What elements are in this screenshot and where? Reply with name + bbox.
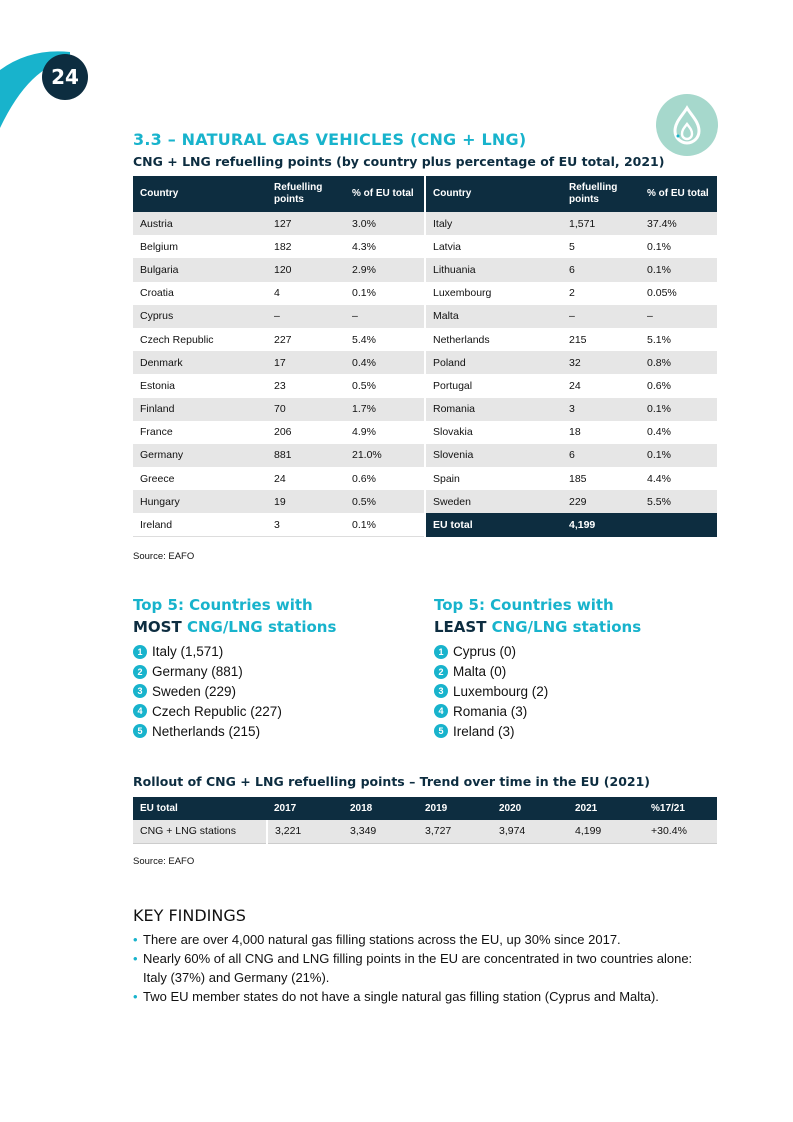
- country-cell: France: [140, 426, 173, 439]
- points-cell: 3: [562, 398, 640, 421]
- ranking-item: [434, 721, 641, 741]
- trend-value: +30.4%: [644, 820, 717, 843]
- share-cell: 4.3%: [345, 235, 425, 258]
- share-cell: 0.05%: [647, 287, 677, 300]
- ranking-item-text: Netherlands (215): [152, 723, 261, 739]
- points-cell: 70: [267, 398, 345, 421]
- top5-most-box: [133, 594, 336, 741]
- ranking-item-text: Sweden (229): [152, 683, 237, 699]
- points-cell: 127: [267, 212, 345, 235]
- points-cell: 17: [267, 351, 345, 374]
- share-cell: –: [345, 305, 425, 328]
- share-cell: 37.4%: [640, 212, 717, 235]
- rank-number-icon: 3: [434, 684, 448, 698]
- table-row: [133, 258, 717, 281]
- table-row: [133, 212, 717, 235]
- column-header: EU total: [133, 797, 267, 820]
- table-header-row: [133, 176, 717, 212]
- top5-most-heading: Top 5: Countries with: [133, 596, 313, 614]
- share-cell: 4.9%: [345, 421, 425, 444]
- share-cell: 0.8%: [640, 351, 717, 374]
- points-cell: 227: [274, 333, 292, 346]
- key-finding: [133, 930, 713, 949]
- points-cell: 182: [274, 240, 292, 253]
- table-row: [133, 305, 717, 328]
- country-cell: Netherlands: [433, 333, 490, 346]
- table-row: [133, 490, 717, 513]
- column-header: 2021: [568, 797, 644, 820]
- trend-header-row: [133, 797, 717, 820]
- column-header: Country: [425, 176, 562, 212]
- ranking-item: [133, 662, 336, 682]
- points-cell: –: [562, 305, 640, 328]
- country-cell: Luxembourg: [433, 287, 492, 300]
- points-cell: 6: [562, 444, 640, 467]
- country-cell: Slovenia: [425, 444, 562, 467]
- top5-least-heading: Top 5: Countries with: [434, 596, 614, 614]
- points-cell: 19: [267, 490, 345, 513]
- ranking-item: [133, 682, 336, 702]
- ranking-item-text: Luxembourg (2): [453, 683, 549, 699]
- bullet-icon: •: [133, 951, 138, 966]
- bullet-icon: •: [133, 932, 138, 947]
- row-label: CNG + LNG stations: [133, 820, 267, 843]
- points-cell: 229: [562, 490, 640, 513]
- share-cell: 0.4%: [345, 351, 425, 374]
- top5-most-list: [133, 642, 336, 741]
- ranking-item: [434, 682, 641, 702]
- country-cell: Romania: [425, 398, 562, 421]
- rank-number-icon: 4: [434, 704, 448, 718]
- country-cell: Sweden: [425, 490, 562, 513]
- points-cell: 1,571: [562, 212, 640, 235]
- points-cell: 120: [267, 258, 345, 281]
- column-header: %17/21: [644, 797, 717, 820]
- rank-number-icon: 4: [133, 704, 147, 718]
- share-cell: 0.4%: [647, 426, 671, 439]
- table-row: [133, 351, 717, 374]
- ranking-item: [434, 701, 641, 721]
- ranking-item: [133, 642, 336, 662]
- rank-number-icon: 5: [434, 724, 448, 738]
- column-header: Refuelling points: [267, 176, 345, 212]
- key-finding-text: Nearly 60% of all CNG and LNG filling points in the EU are concentrated in two countries alone: Italy (37%) and Germany (21%).: [143, 951, 693, 985]
- ranking-item-text: Czech Republic (227): [152, 703, 282, 719]
- eu-total-cell: [640, 513, 717, 536]
- table-row: [133, 513, 717, 536]
- share-cell: 0.6%: [345, 467, 425, 490]
- ranking-item: [434, 662, 641, 682]
- rank-number-icon: 3: [133, 684, 147, 698]
- rank-number-icon: 1: [434, 645, 448, 659]
- column-header: % of EU total: [640, 176, 717, 212]
- points-cell: 206: [274, 426, 292, 439]
- points-cell: 4: [274, 287, 280, 300]
- table-row: [133, 328, 717, 351]
- country-cell: Croatia: [140, 287, 174, 300]
- share-cell: 0.1%: [640, 398, 717, 421]
- share-cell: 0.6%: [647, 379, 671, 392]
- ranking-item: [133, 701, 336, 721]
- share-cell: 3.0%: [345, 212, 425, 235]
- share-cell: 2.9%: [345, 258, 425, 281]
- points-cell: 5: [569, 240, 575, 253]
- points-cell: 23: [274, 379, 286, 392]
- points-cell: 24: [569, 379, 581, 392]
- trend-value: 4,199: [568, 820, 644, 843]
- rank-number-icon: 5: [133, 724, 147, 738]
- table-source: Source: EAFO: [133, 551, 195, 562]
- ranking-item-text: Romania (3): [453, 703, 528, 719]
- ranking-item-text: Germany (881): [152, 664, 243, 680]
- column-header: Country: [133, 176, 267, 212]
- top5-least-subheading: LEAST CNG/LNG stations: [434, 618, 642, 636]
- rank-number-icon: 1: [133, 645, 147, 659]
- table-row: [133, 444, 717, 467]
- rank-number-icon: 2: [434, 665, 448, 679]
- country-cell: Greece: [140, 472, 175, 485]
- table-row: [133, 235, 717, 258]
- share-cell: 4.4%: [647, 472, 671, 485]
- key-findings-list: [133, 930, 713, 1006]
- country-cell: Estonia: [140, 379, 176, 392]
- key-finding-text: Two EU member states do not have a single natural gas filling station (Cyprus and Malta).: [143, 989, 659, 1004]
- points-cell: 32: [562, 351, 640, 374]
- ranking-item: [133, 721, 336, 741]
- page-number: 24: [42, 54, 88, 100]
- trend-title: Rollout of CNG + LNG refuelling points – Trend over time in the EU (2021): [133, 774, 651, 789]
- country-cell: Czech Republic: [140, 333, 214, 346]
- table-row: [133, 421, 717, 444]
- country-cell: Spain: [433, 472, 460, 485]
- ranking-item-text: Cyprus (0): [453, 644, 517, 660]
- column-header: 2018: [343, 797, 418, 820]
- share-cell: 1.7%: [345, 398, 425, 421]
- share-cell: 5.1%: [647, 333, 671, 346]
- eu-total-cell: 4,199: [562, 513, 640, 536]
- ranking-item-text: Ireland (3): [453, 723, 515, 739]
- trend-value: 3,221: [267, 820, 343, 843]
- points-cell: 881: [267, 444, 345, 467]
- country-cell: Ireland: [133, 513, 267, 536]
- country-cell: Portugal: [433, 379, 473, 392]
- country-cell: Germany: [133, 444, 267, 467]
- country-cell: Latvia: [433, 240, 462, 253]
- table-row: [133, 282, 717, 305]
- trend-value: 3,349: [343, 820, 418, 843]
- table-title: CNG + LNG refuelling points (by country plus percentage of EU total, 2021): [133, 154, 665, 169]
- trend-value: 3,974: [492, 820, 568, 843]
- trend-source: Source: EAFO: [133, 856, 195, 867]
- column-header: 2017: [267, 797, 343, 820]
- country-cell: Hungary: [133, 490, 267, 513]
- top5-least-box: [434, 594, 641, 741]
- points-cell: 6: [562, 258, 640, 281]
- share-cell: 0.1%: [647, 240, 671, 253]
- section-title: 3.3 – NATURAL GAS VEHICLES (CNG + LNG): [133, 130, 527, 149]
- country-cell: Belgium: [140, 240, 178, 253]
- eu-total-cell: EU total: [425, 513, 562, 536]
- trend-value: 3,727: [418, 820, 492, 843]
- column-header: % of EU total: [345, 176, 425, 212]
- table-row: [133, 374, 717, 397]
- points-cell: 18: [569, 426, 581, 439]
- rank-number-icon: 2: [133, 665, 147, 679]
- trend-data-row: [133, 820, 717, 843]
- table-row: [133, 398, 717, 421]
- key-finding: [133, 987, 713, 1006]
- country-cell: Denmark: [133, 351, 267, 374]
- share-cell: 21.0%: [345, 444, 425, 467]
- country-cell: Austria: [133, 212, 267, 235]
- points-cell: 215: [569, 333, 587, 346]
- country-cell: Bulgaria: [133, 258, 267, 281]
- points-cell: 185: [569, 472, 587, 485]
- key-finding-text: There are over 4,000 natural gas filling stations across the EU, up 30% since 2017.: [143, 932, 621, 947]
- share-cell: 0.1%: [345, 282, 425, 305]
- share-cell: 0.5%: [345, 374, 425, 397]
- country-cell: Italy: [425, 212, 562, 235]
- share-cell: 5.4%: [345, 328, 425, 351]
- ranking-item-text: Malta (0): [453, 664, 507, 680]
- points-cell: 24: [274, 472, 286, 485]
- share-cell: –: [640, 305, 717, 328]
- bullet-icon: •: [133, 989, 138, 1004]
- points-cell: 3: [267, 513, 345, 536]
- points-cell: 2: [569, 287, 575, 300]
- key-findings-title: KEY FINDINGS: [133, 906, 246, 925]
- column-header: 2019: [418, 797, 492, 820]
- table-row: [133, 467, 717, 490]
- country-cell: Cyprus: [133, 305, 267, 328]
- country-cell: Poland: [425, 351, 562, 374]
- share-cell: 0.1%: [640, 444, 717, 467]
- key-finding: [133, 949, 713, 987]
- natural-gas-flame-icon: [656, 94, 718, 156]
- share-cell: 0.5%: [345, 490, 425, 513]
- top5-least-list: [434, 642, 641, 741]
- share-cell: 0.1%: [640, 258, 717, 281]
- column-header: Refuelling points: [562, 176, 640, 212]
- column-header: 2020: [492, 797, 568, 820]
- country-cell: Slovakia: [433, 426, 473, 439]
- trend-table: [133, 797, 717, 844]
- ranking-item: [434, 642, 641, 662]
- country-cell: Malta: [425, 305, 562, 328]
- share-cell: 5.5%: [640, 490, 717, 513]
- ranking-item-text: Italy (1,571): [152, 644, 224, 660]
- points-cell: –: [267, 305, 345, 328]
- top5-most-subheading: MOST CNG/LNG stations: [133, 618, 337, 636]
- refuelling-points-table: [133, 176, 717, 537]
- country-cell: Finland: [133, 398, 267, 421]
- share-cell: 0.1%: [345, 513, 425, 536]
- country-cell: Lithuania: [425, 258, 562, 281]
